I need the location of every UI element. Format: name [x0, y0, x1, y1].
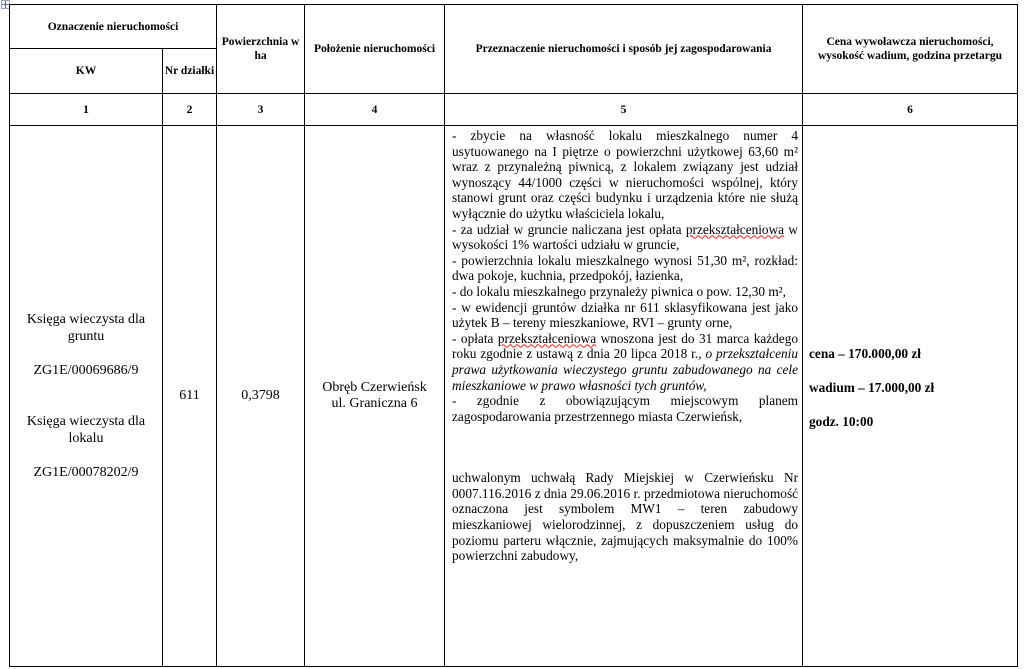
- kw-number-lokal: ZG1E/00078202/9: [33, 465, 139, 480]
- nr-dzialki-value: 611: [163, 126, 217, 667]
- description-p4: - do lokalu mieszkalnego przynależy piwnica o pow. 12,30 m²,: [452, 283, 786, 299]
- header-nr-dzialki: Nr działki: [163, 49, 217, 94]
- column-number-5: 5: [445, 94, 803, 126]
- column-number-6: 6: [803, 94, 1018, 126]
- description-p2: - za udział w gruncie naliczana jest opłata przekształceniowa w wysokości 1% wartości udziału w gruncie,: [452, 221, 799, 253]
- wadium-value: wadium – 17.000,00 zł: [809, 380, 935, 395]
- kw-number-grunt: ZG1E/00069686/9: [33, 363, 139, 378]
- description-p6: - opłata przekształceniowa wnoszona jest do 31 marca każdego roku zgodnie z ustawą z dnia 20 lipca 2018 r., o przekształceniu prawa użytkowania wieczystego gruntu zabudowanego na cele mieszkaniowe w prawo własności tych gruntów,: [452, 330, 799, 393]
- header-polozenie: Położenie nieruchomości: [305, 5, 445, 94]
- auction-table: [9, 4, 1018, 667]
- description-p8: uchwalonym uchwałą Rady Miejskiej w Czerwieńsku Nr 0007.116.2016 z dnia 29.06.2016 r. przedmiotowa nieruchomość oznaczona jest symbolem MW1 – teren zabudowy mieszkaniowej wielorodzinnej, z dopuszczeniem usług do poziomu parteru włącznie, zajmujących maksymalnie do 100% powierzchni zabudowy,: [452, 470, 799, 564]
- kw-label-lokal: Księga wieczysta dla lokalu: [26, 414, 146, 446]
- godzina-value: godz. 10:00: [809, 414, 874, 429]
- header-kw: KW: [10, 49, 163, 94]
- obreb-value: Obręb Czerwieńsk: [322, 380, 427, 395]
- description-p5: - w ewidencji gruntów działka nr 611 sklasyfikowana jest jako użytek B – tereny mieszkaniowe, RVI – grunty orne,: [452, 299, 799, 331]
- description-p3: - powierzchnia lokalu mieszkalnego wynosi 51,30 m², rozkład: dwa pokoje, kuchnia, przedpokój, łazienka,: [452, 252, 799, 284]
- powierzchnia-value: 0,3798: [217, 126, 305, 667]
- column-number-4: 4: [305, 94, 445, 126]
- kw-cell: [10, 126, 163, 667]
- description-cell: [445, 126, 803, 667]
- price-cell: [803, 126, 1018, 667]
- description-p1: - zbycie na własność lokalu mieszkalnego numer 4 usytuowanego na I piętrze o powierzchni użytkowej 63,60 m² wraz z przynależną piwnicą, z lokalem związany jest udział wynoszący 44/1000 części w nieruchomości wspólnej, który stanowi grunt oraz części budynku i urządzenia które nie służą wyłącznie do użytku właściciela lokalu,: [452, 128, 799, 221]
- column-number-1: 1: [10, 94, 163, 126]
- column-number-2: 2: [163, 94, 217, 126]
- header-powierzchnia: Powierzchnia w ha: [217, 5, 305, 94]
- cena-value: cena – 170.000,00 zł: [809, 346, 921, 361]
- table-row: [10, 126, 1018, 667]
- description-p7: - zgodnie z obowiązującym miejscowym planem zagospodarowania przestrzennego miasta Czerwieńsk,: [452, 393, 799, 424]
- header-cena: Cena wywoławcza nieruchomości, wysokość wadium, godzina przetargu: [803, 5, 1018, 94]
- polozenie-cell: [305, 126, 445, 667]
- kw-label-grunt: Księga wieczysta dla gruntu: [26, 312, 146, 344]
- header-przeznaczenie: Przeznaczenie nieruchomości i sposób jej zagospodarowania: [445, 5, 803, 94]
- ulica-value: ul. Graniczna 6: [331, 396, 418, 411]
- header-oznaczenie: Oznaczenie nieruchomości: [10, 5, 217, 49]
- column-number-3: 3: [217, 94, 305, 126]
